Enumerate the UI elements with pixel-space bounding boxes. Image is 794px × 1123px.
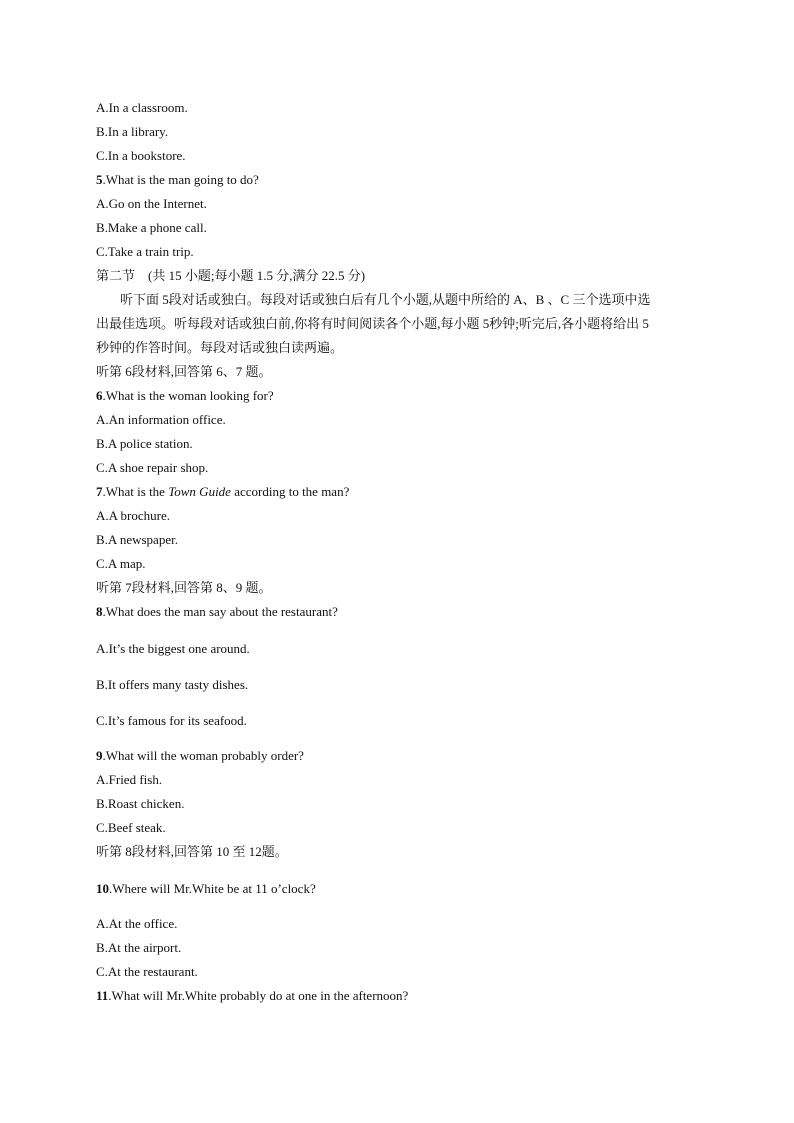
option-4c: C.In a bookstore. — [96, 148, 186, 163]
option-9a: A.Fried fish. — [96, 772, 163, 787]
question-text: .What will Mr.White probably do at one in the afternoon? — [108, 988, 409, 1003]
section-2-title: 第二节 (共 15 小题;每小题 1.5 分,满分 22.5 分) — [96, 268, 366, 283]
question-title-italic: Town Guide — [168, 484, 231, 499]
option-7c: C.A map. — [96, 556, 146, 571]
option-10b: B.At the airport. — [96, 940, 182, 955]
option-9c: C.Beef steak. — [96, 820, 166, 835]
section-2-instructions-line3: 秒钟的作答时间。每段对话或独白读两遍。 — [96, 340, 344, 355]
material-6-heading: 听第 6段材料,回答第 6、7 题。 — [96, 364, 272, 379]
option-8b: B.It offers many tasty dishes. — [96, 677, 249, 692]
section-2-instructions-line1: 听下面 5段对话或独白。每段对话或独白后有几个小题,从题中所给的 A、B 、C 三个选项中选 — [120, 292, 651, 307]
question-9 — [96, 748, 304, 764]
question-text: according to the man? — [230, 484, 350, 499]
option-5c: C.Take a train trip. — [96, 244, 194, 259]
option-6c: C.A shoe repair shop. — [96, 460, 209, 475]
question-text: .What is the — [102, 484, 169, 499]
question-6 — [96, 388, 274, 404]
question-number: 5 — [96, 172, 103, 187]
option-5a: A.Go on the Internet. — [96, 196, 207, 211]
question-text: .What will the woman probably order? — [102, 748, 304, 763]
option-4b: B.In a library. — [96, 124, 169, 139]
question-11 — [96, 988, 408, 1004]
material-7-heading: 听第 7段材料,回答第 8、9 题。 — [96, 580, 272, 595]
material-8-heading: 听第 8段材料,回答第 10 至 12题。 — [96, 844, 288, 859]
option-9b: B.Roast chicken. — [96, 796, 185, 811]
option-8a: A.It’s the biggest one around. — [96, 641, 250, 656]
question-text: .What is the woman looking for? — [102, 388, 274, 403]
option-4a: A.In a classroom. — [96, 100, 188, 115]
question-8 — [96, 604, 338, 620]
question-number: 9 — [96, 748, 103, 763]
option-10a: A.At the office. — [96, 916, 178, 931]
option-10c: C.At the restaurant. — [96, 964, 198, 979]
option-7a: A.A brochure. — [96, 508, 171, 523]
question-10 — [96, 881, 316, 897]
question-5 — [96, 172, 259, 188]
question-number: 10 — [96, 881, 109, 896]
option-5b: B.Make a phone call. — [96, 220, 207, 235]
question-number: 6 — [96, 388, 103, 403]
question-text: .What is the man going to do? — [102, 172, 259, 187]
option-6b: B.A police station. — [96, 436, 193, 451]
option-6a: A.An information office. — [96, 412, 226, 427]
section-2-instructions-line2: 出最佳选项。听每段对话或独白前,你将有时间阅读各个小题,每小题 5秒钟;听完后,各小题将给出 5 — [96, 316, 649, 331]
question-text: .Where will Mr.White be at 11 o’clock? — [109, 881, 316, 896]
question-number: 7 — [96, 484, 103, 499]
question-7 — [96, 484, 349, 500]
option-8c: C.It’s famous for its seafood. — [96, 713, 247, 728]
question-number: 8 — [96, 604, 103, 619]
option-7b: B.A newspaper. — [96, 532, 178, 547]
question-number: 11 — [96, 988, 109, 1003]
question-text: .What does the man say about the restaurant? — [102, 604, 338, 619]
